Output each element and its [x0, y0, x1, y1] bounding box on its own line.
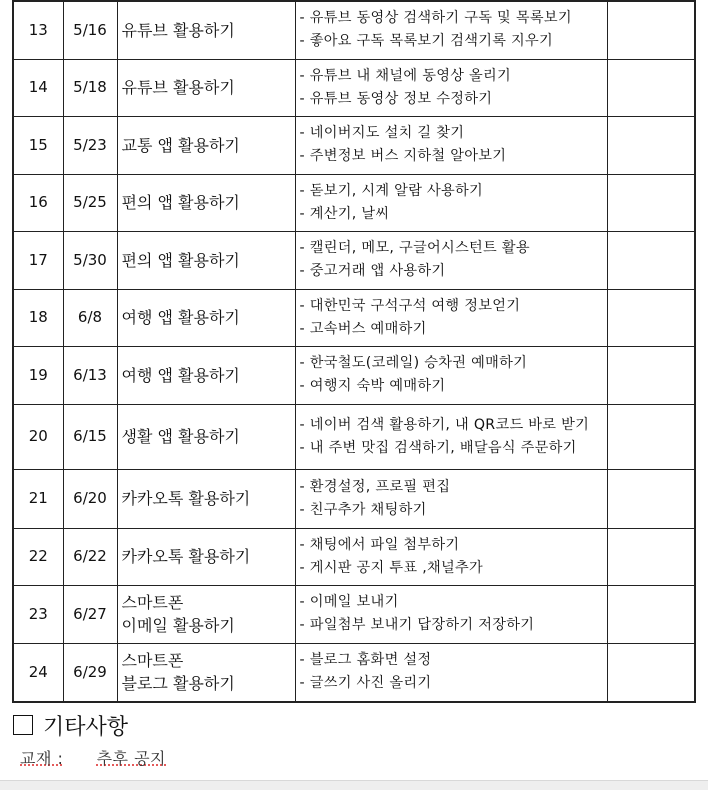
session-details [295, 346, 607, 404]
detail-line: - 계산기, 날씨 [299, 205, 390, 222]
session-details [295, 116, 607, 174]
session-date: 5/30 [63, 231, 117, 289]
detail-line: - 주변정보 버스 지하철 알아보기 [299, 148, 507, 164]
session-date: 6/20 [63, 469, 117, 528]
session-title [117, 116, 295, 174]
note-cell [607, 585, 695, 643]
detail-line: - 대한민국 구석구석 여행 정보얻기 [299, 297, 521, 314]
detail-line: - 네이버 검색 활용하기, 내 QR코드 바로 받기 [299, 416, 590, 433]
table-row [13, 404, 695, 469]
textbook-label: 교재 : [20, 749, 64, 768]
session-title [117, 528, 295, 585]
note-cell [607, 346, 695, 404]
session-title-line: 이메일 활용하기 [121, 616, 235, 635]
detail-line: - 캘린더, 메모, 구글어시스턴트 활용 [299, 240, 530, 256]
session-date: 5/25 [63, 174, 117, 231]
session-title [117, 1, 295, 59]
table-row [13, 174, 695, 231]
detail-line: - 좋아요 구독 목록보기 검색기록 지우기 [299, 33, 554, 50]
note-cell [607, 231, 695, 289]
table-row [13, 116, 695, 174]
session-number: 24 [13, 643, 63, 702]
session-title [117, 404, 295, 469]
session-details [295, 585, 607, 643]
session-number: 22 [13, 528, 63, 585]
session-date: 6/15 [63, 404, 117, 469]
session-title-line: 유튜브 활용하기 [121, 78, 235, 97]
checkbox-icon [13, 715, 33, 735]
session-title-line: 생활 앱 활용하기 [121, 427, 240, 446]
session-title [117, 59, 295, 116]
session-details [295, 289, 607, 346]
schedule-table [12, 0, 696, 703]
session-title [117, 346, 295, 404]
note-cell [607, 469, 695, 528]
note-cell [607, 404, 695, 469]
session-title-line: 블로그 활용하기 [121, 674, 235, 694]
detail-line: - 유튜브 동영상 검색하기 구독 및 목록보기 [299, 10, 572, 27]
detail-line: - 게시판 공지 투표 ,채널추가 [299, 559, 484, 576]
detail-line: - 블로그 홈화면 설정 [299, 652, 432, 669]
session-date: 6/29 [63, 643, 117, 702]
detail-line: - 돋보기, 시계 알람 사용하기 [299, 182, 484, 199]
session-title-line: 스마트폰 [121, 593, 184, 612]
session-title [117, 231, 295, 289]
detail-line: - 이메일 보내기 [299, 594, 399, 610]
table-row [13, 528, 695, 585]
section-heading [13, 710, 128, 740]
textbook-line [20, 746, 166, 769]
table-row [13, 346, 695, 404]
detail-line: - 내 주변 맛집 검색하기, 배달음식 주문하기 [299, 439, 577, 456]
table-row [13, 1, 695, 59]
session-details [295, 59, 607, 116]
note-cell [607, 528, 695, 585]
detail-line: - 한국철도(코레일) 승차권 예매하기 [299, 355, 528, 371]
session-date: 6/27 [63, 585, 117, 643]
detail-line: - 네이버지도 설치 길 찾기 [299, 125, 465, 141]
detail-line: - 글쓰기 사진 올리기 [299, 675, 432, 692]
session-title-line: 카카오톡 활용하기 [121, 547, 251, 566]
session-details [295, 404, 607, 469]
note-cell [607, 289, 695, 346]
session-title-line: 여행 앱 활용하기 [121, 365, 240, 385]
session-number: 16 [13, 174, 63, 231]
session-title [117, 174, 295, 231]
session-date: 5/18 [63, 59, 117, 116]
session-title [117, 289, 295, 346]
session-details [295, 174, 607, 231]
session-title [117, 643, 295, 702]
session-number: 17 [13, 231, 63, 289]
session-title-line: 편의 앱 활용하기 [121, 250, 240, 270]
detail-line: - 환경설정, 프로필 편집 [299, 478, 451, 495]
table-row [13, 469, 695, 528]
session-number: 18 [13, 289, 63, 346]
session-title-line: 여행 앱 활용하기 [121, 308, 240, 327]
table-row [13, 59, 695, 116]
session-title-line: 유튜브 활용하기 [121, 20, 235, 40]
detail-line: - 고속버스 예매하기 [299, 320, 427, 337]
note-cell [607, 643, 695, 702]
note-cell [607, 116, 695, 174]
note-cell [607, 59, 695, 116]
session-title [117, 469, 295, 528]
session-number: 14 [13, 59, 63, 116]
session-number: 23 [13, 585, 63, 643]
session-number: 15 [13, 116, 63, 174]
table-row [13, 643, 695, 702]
detail-line: - 유튜브 내 채널에 동영상 올리기 [299, 67, 512, 84]
session-date: 5/23 [63, 116, 117, 174]
session-number: 19 [13, 346, 63, 404]
schedule-body [13, 1, 695, 702]
note-cell [607, 174, 695, 231]
session-title [117, 585, 295, 643]
session-date: 6/13 [63, 346, 117, 404]
table-row [13, 231, 695, 289]
session-title-line: 편의 앱 활용하기 [121, 193, 240, 212]
detail-line: - 친구추가 채팅하기 [299, 501, 427, 518]
session-details [295, 231, 607, 289]
session-title-line: 카카오톡 활용하기 [121, 489, 251, 508]
note-cell [607, 1, 695, 59]
detail-line: - 중고거래 앱 사용하기 [299, 263, 446, 279]
section-heading-text: 기타사항 [43, 714, 129, 740]
session-number: 21 [13, 469, 63, 528]
detail-line: - 파일첨부 보내기 답장하기 저장하기 [299, 617, 535, 633]
session-details [295, 643, 607, 702]
session-details [295, 528, 607, 585]
session-title-line: 교통 앱 활용하기 [121, 135, 240, 155]
session-details [295, 469, 607, 528]
session-date: 6/8 [63, 289, 117, 346]
textbook-value: 추후 공지 [96, 749, 166, 768]
session-number: 13 [13, 1, 63, 59]
detail-line: - 여행지 숙박 예매하기 [299, 378, 446, 394]
session-date: 5/16 [63, 1, 117, 59]
session-details [295, 1, 607, 59]
table-row [13, 289, 695, 346]
session-number: 20 [13, 404, 63, 469]
detail-line: - 유튜브 동영상 정보 수정하기 [299, 90, 493, 107]
session-date: 6/22 [63, 528, 117, 585]
table-row [13, 585, 695, 643]
detail-line: - 채팅에서 파일 첨부하기 [299, 536, 460, 553]
session-title-line: 스마트폰 [121, 651, 184, 671]
